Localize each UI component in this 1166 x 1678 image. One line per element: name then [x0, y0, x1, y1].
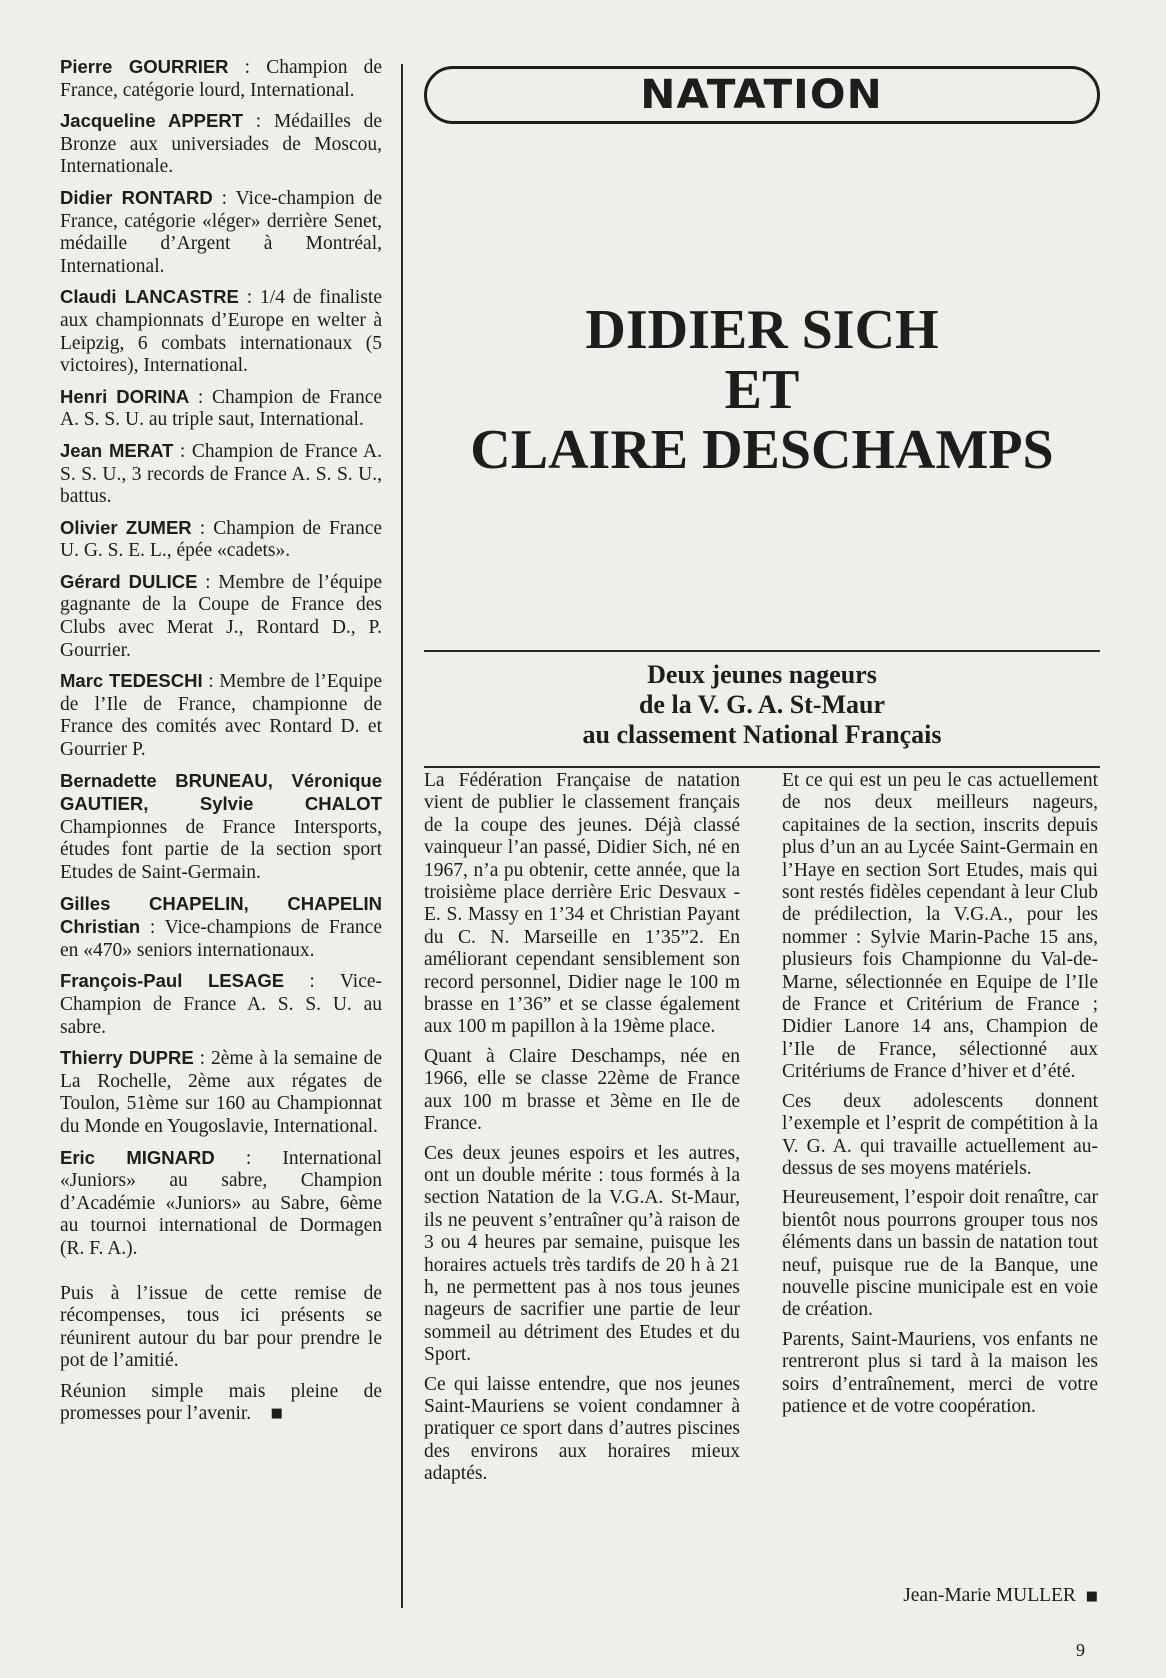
banner-label: NATATION [640, 72, 884, 118]
entry-6: Jean MERAT : Champion de France A. S. S. U., 3 records de France A. S. S. U., battus. [60, 439, 382, 508]
end-mark-icon: ■ [270, 1406, 283, 1422]
article-subtitle [424, 660, 1100, 750]
bottom-rule [424, 766, 1100, 768]
subtitle-line-2: de la V. G. A. St-Maur [638, 690, 886, 719]
entry-13: Thierry DUPRE : 2ème à la semaine de La Rochelle, 2ème aux régates de Toulon, 51ème sur 160 au Championnat du Monde en Yougoslavie, International. [60, 1047, 382, 1137]
entry-10: Bernadette BRUNEAU, Véronique GAUTIER, Sylvie CHALOT Championnes de France Intersports, études font partie de la section sport Etudes de Saint-Germain. [60, 769, 382, 883]
paragraph: Ces deux adolescents donnent l’exemple et l’esprit de compétition à la V. G. A. qui travaille actuellement au-dessus de ses moyens matériels. [782, 1090, 1098, 1179]
entry-2: Jacqueline APPERT : Médailles de Bronze aux universiades de Moscou, Internationale. [60, 110, 383, 178]
paragraph: Et ce qui est un peu le cas actuellement de nos deux meilleurs nageurs, capitaines de la section, inscrits depuis plus d’un an au Lycée Saint-Germain en l’Haye en section Sort Etudes, mais qui sont restés fidèles cependant à leur Club de prédilection, la V.G.A., pour les nommer : Sylvie Marin-Pache 15 ans, plusieurs fois Championne du Val-de-Marne, sélectionnée en Equipe de l’Ile de France et Critérium de France ; Didier Lanore 14 ans, Champion de l’Ile de France, sélectionné aux Critériums de France d’hiver et d’été. [782, 770, 1098, 1083]
closing-paragraph-2: Réunion simple mais pleine de promesses pour l’avenir. ■ [60, 1380, 382, 1425]
entry-11: Gilles CHAPELIN, CHAPELIN Christian : Vice-champions de France en «470» seniors internationaux. [60, 892, 382, 961]
entry-9: Marc TEDESCHI : Membre de l’Equipe de l’Ile de France, championne de France des comités avec Rontard D. et Gourrier P. [60, 670, 382, 761]
entry-4: Claudi LANCASTRE : 1/4 de finaliste aux championnats d’Europe en welter à Leipzig, 6 combats internationaux (5 victoires), International. [60, 286, 383, 377]
section-banner [424, 66, 1100, 124]
article-column-2 [782, 770, 1098, 1425]
top-rule [424, 650, 1100, 652]
entry-14: Eric MIGNARD : International «Juniors» au sabre, Champion d’Académie «Juniors» au Sabre, 6ème au tournoi international de Dormagen (R. F. A.). [60, 1146, 382, 1259]
author-signature: Jean-Marie MULLER ■ [903, 1585, 1098, 1606]
paragraph: Ces deux jeunes espoirs et les autres, ont un double mérite : tous formés à la section Natation de la V.G.A. St-Maur, ils ne peuvent s’entraîner qu’à raison de 3 ou 4 heures par semaine, puisque les horaires actuels très tardifs de 20 h à 21 h, ne permettent pas à nos tous jeunes nageurs de sacrifier une partie de leur sommeil au détriment des Etudes et du Sport. [424, 1142, 740, 1366]
entry-3: Didier RONTARD : Vice-champion de France, catégorie «léger» derrière Senet, médaille d’Argent à Montréal, International. [60, 186, 382, 277]
title-line-1: DIDIER SICH [585, 299, 939, 361]
paragraph: Heureusement, l’espoir doit renaître, car bientôt nous pourrons grouper tous nos éléments dans un bassin de natation tout neuf, puisque rue de la Banque, une nouvelle piscine municipale est en voie de création. [782, 1187, 1098, 1321]
closing-paragraph-1: Puis à l’issue de cette remise de récompenses, tous ici présents se réunirent autour du bar pour prendre le pot de l’amitié. [60, 1282, 382, 1372]
paragraph: Quant à Claire Deschamps, née en 1966, elle se classe 22ème de France aux 100 m brasse et 3ème en Ile de France. [424, 1045, 740, 1135]
signature-end-mark-icon: ■ [1085, 1589, 1098, 1605]
left-column [60, 56, 382, 1434]
subtitle-line-3: au classement National Français [582, 720, 942, 749]
entry-7: Olivier ZUMER : Champion de France U. G. S. E. L., épée «cadets». [60, 516, 383, 562]
subtitle-line-1: Deux jeunes nageurs [647, 660, 877, 689]
title-line-2: ET [724, 359, 800, 421]
paragraph: Ce qui laisse entendre, que nos jeunes Saint-Mauriens se voient condamner à pratiquer ce sport dans d’autres piscines des environs aux horaires mieux adaptés. [424, 1373, 740, 1485]
entry-12: François-Paul LESAGE : Vice-Champion de France A. S. S. U. au sabre. [60, 970, 382, 1038]
page-number: 9 [1076, 1640, 1085, 1660]
entry-8: Gérard DULICE : Membre de l’équipe gagnante de la Coupe de France des Clubs avec Merat J., Rontard D., P. Gourrier. [60, 570, 382, 661]
article-title [424, 300, 1100, 480]
article-column-1 [424, 770, 740, 1493]
title-line-3: CLAIRE DESCHAMPS [470, 419, 1054, 481]
paragraph: Parents, Saint-Mauriens, vos enfants ne rentreront plus si tard à la maison les soirs d’entraînement, merci de votre patience et de votre coopération. [782, 1328, 1098, 1417]
paragraph: La Fédération Française de natation vient de publier le classement français de la coupe des jeunes. Déjà classé vainqueur l’an passé, Didier Sich, né en 1967, n’a pu obtenir, cette année, que la troisième place derrière Eric Desvaux - E. S. Massy en 1’34 et Christian Payant du C. N. Marseille en 1’35”2. En améliorant cependant sensiblement son record personnel, Didier nage le 100 m brasse en 1’36” et se classe également aux 100 m papillon à la 19ème place. [424, 770, 740, 1038]
entry-1: Pierre GOURRIER : Champion de France, catégorie lourd, International. [60, 56, 382, 101]
entry-5: Henri DORINA : Champion de France A. S. S. U. au triple saut, International. [60, 385, 383, 431]
column-divider [401, 64, 403, 1608]
